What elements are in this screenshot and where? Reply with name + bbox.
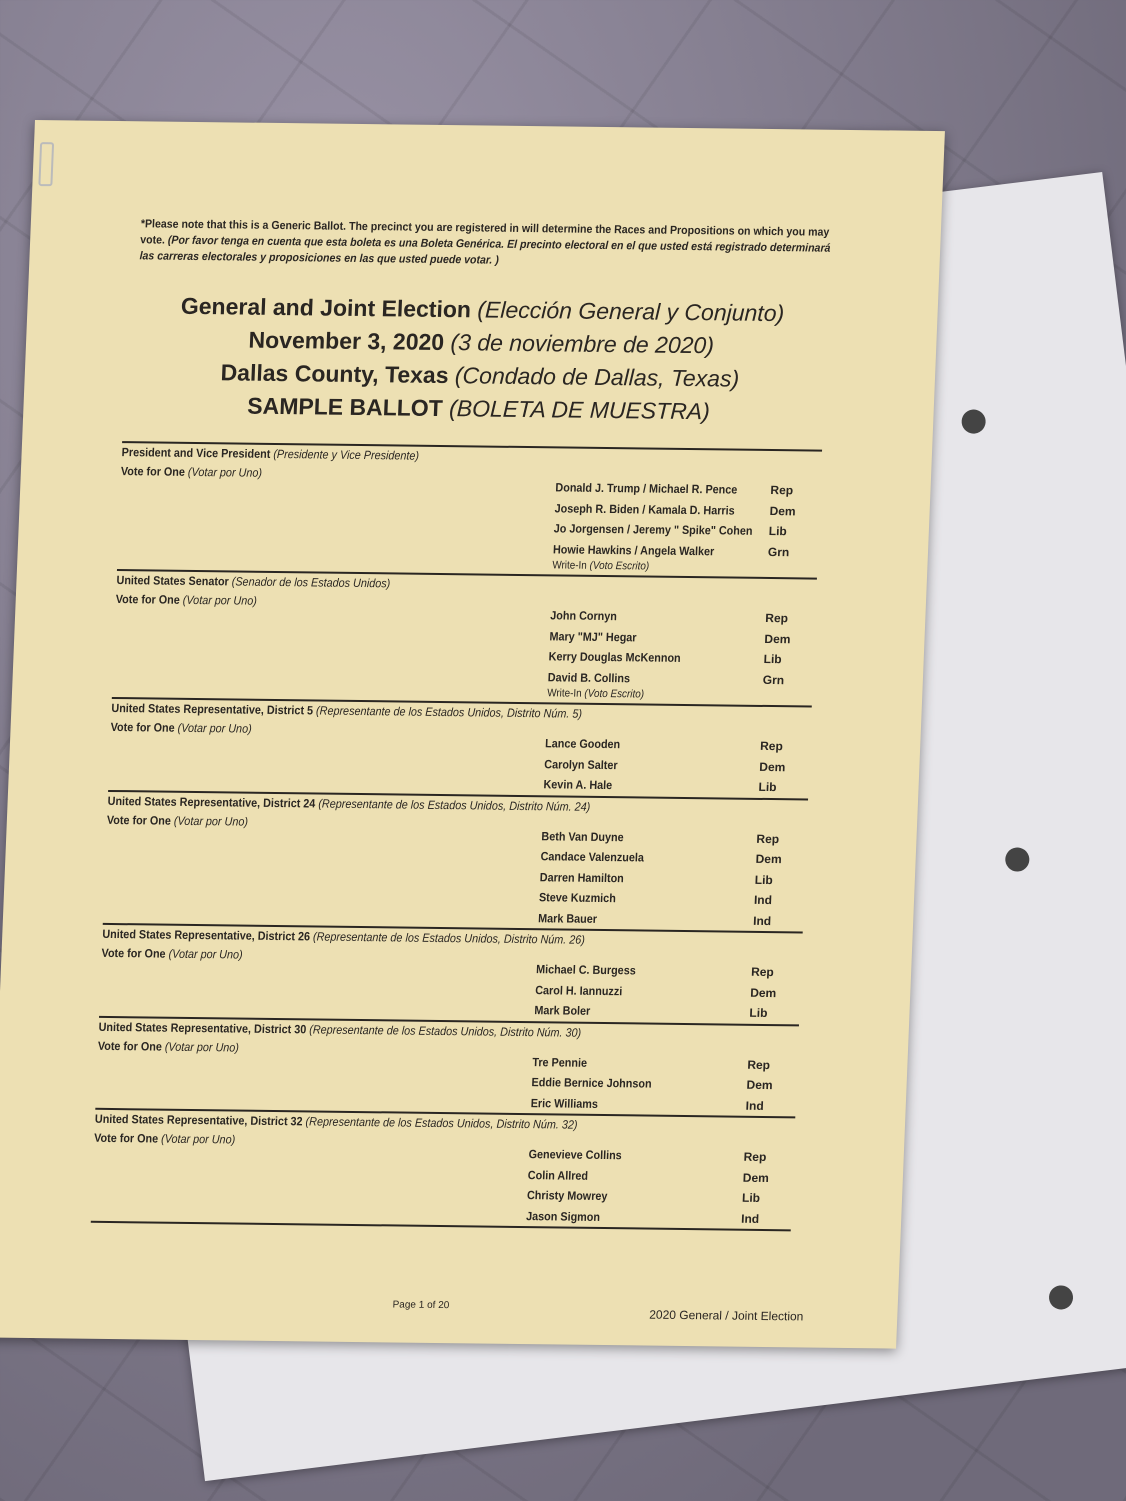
notice-en: *Please note that this is a Generic Ballot. The precinct you are registered in will determine the Races and Propositions on which you may vote. bbox=[139, 218, 830, 247]
race-heading bbox=[98, 1017, 729, 1041]
candidate-name: Kerry Douglas McKennon bbox=[548, 649, 681, 666]
candidate-party: Lib bbox=[768, 524, 788, 539]
ballot-title bbox=[23, 288, 938, 431]
candidate-party: Ind bbox=[740, 1211, 760, 1226]
candidate-list bbox=[538, 826, 807, 932]
vote-label: Vote for One bbox=[110, 719, 175, 735]
candidate-party: Lib bbox=[749, 1006, 768, 1021]
punch-hole bbox=[1004, 846, 1031, 873]
vote-label-es: (Votar por Uno) bbox=[164, 1039, 240, 1055]
candidate-name: Genevieve Collins bbox=[528, 1147, 623, 1163]
candidate-name: Eric Williams bbox=[530, 1095, 599, 1111]
race-title: United States Representative, District 30 bbox=[98, 1019, 307, 1036]
title-line-es: (BOLETA DE MUESTRA) bbox=[448, 395, 711, 425]
vote-label-es: (Votar por Uno) bbox=[182, 592, 258, 608]
candidate-name: Candace Valenzuela bbox=[540, 849, 645, 865]
candidate-name: Christy Mowrey bbox=[526, 1188, 608, 1204]
generic-ballot-notice bbox=[139, 216, 840, 273]
candidate-name: Kevin A. Hale bbox=[543, 777, 613, 793]
candidate-party: Rep bbox=[765, 611, 789, 626]
race-heading bbox=[116, 571, 747, 595]
race-heading bbox=[111, 699, 742, 723]
race-heading bbox=[102, 925, 733, 949]
candidate-list bbox=[547, 605, 816, 705]
title-line: Dallas County, Texas bbox=[220, 359, 450, 389]
title-line-es: (Condado de Dallas, Texas) bbox=[454, 362, 740, 392]
vote-label-es: (Votar por Uno) bbox=[173, 813, 249, 829]
candidate-party: Dem bbox=[769, 503, 796, 519]
candidate-list bbox=[552, 477, 821, 577]
race-title: United States Representative, District 32 bbox=[94, 1111, 303, 1129]
race-title-es: (Presidente y Vice Presidente) bbox=[273, 446, 420, 463]
race-section bbox=[95, 1015, 799, 1116]
candidate-row bbox=[526, 1206, 792, 1230]
candidate-party: Dem bbox=[755, 852, 782, 867]
candidate-party: Rep bbox=[750, 965, 775, 980]
candidate-party: Rep bbox=[747, 1057, 771, 1072]
title-line-es: (3 de noviembre de 2020) bbox=[450, 329, 715, 359]
candidate-list bbox=[534, 959, 801, 1024]
race-section bbox=[99, 923, 803, 1024]
candidate-party: Lib bbox=[754, 872, 774, 887]
candidate-party: Ind bbox=[745, 1098, 765, 1113]
candidate-name: Joseph R. Biden / Kamala D. Harris bbox=[554, 501, 735, 518]
candidate-party: Rep bbox=[759, 739, 784, 754]
race-section bbox=[112, 569, 817, 705]
candidate-list bbox=[526, 1144, 794, 1229]
write-in-label: Write-In bbox=[546, 687, 582, 700]
candidate-name: Beth Van Duyne bbox=[541, 828, 624, 844]
race-title-es: (Senador de los Estados Unidos) bbox=[231, 574, 391, 591]
vote-label: Vote for One bbox=[120, 464, 186, 479]
race-heading bbox=[121, 443, 752, 467]
race-section bbox=[91, 1108, 795, 1230]
title-line: SAMPLE BALLOT bbox=[246, 392, 444, 421]
page-number: Page 1 of 20 bbox=[392, 1299, 450, 1312]
race-title-es: (Representante de los Estados Unidos, Distrito Núm. 30) bbox=[309, 1021, 582, 1040]
punch-hole bbox=[960, 408, 987, 435]
vote-label-es: (Votar por Uno) bbox=[160, 1131, 236, 1147]
race-title: United States Representative, District 5 bbox=[111, 700, 314, 718]
race-section bbox=[103, 789, 808, 931]
write-in-label-es: (Voto Escrito) bbox=[584, 687, 645, 701]
title-line: General and Joint Election bbox=[180, 292, 472, 323]
candidate-name: Carol H. Iannuzzi bbox=[535, 982, 623, 998]
vote-label-es: (Votar por Uno) bbox=[168, 946, 243, 962]
race-title-es: (Representante de los Estados Unidos, Distrito Núm. 5) bbox=[315, 703, 583, 721]
race-heading bbox=[95, 1110, 726, 1134]
vote-label: Vote for One bbox=[97, 1038, 163, 1054]
candidate-name: John Cornyn bbox=[550, 608, 618, 624]
race-title: United States Representative, District 24 bbox=[107, 793, 316, 810]
candidate-party: Dem bbox=[742, 1170, 770, 1185]
candidate-list bbox=[543, 733, 810, 798]
candidate-party: Dem bbox=[764, 631, 791, 647]
candidate-list bbox=[530, 1052, 797, 1117]
race-title: President and Vice President bbox=[121, 445, 271, 461]
candidate-party: Dem bbox=[749, 985, 777, 1000]
race-heading bbox=[107, 791, 738, 815]
race-section bbox=[108, 697, 812, 798]
title-line: November 3, 2020 bbox=[248, 326, 445, 356]
vote-label-es: (Votar por Uno) bbox=[187, 464, 263, 480]
candidate-name: Howie Hawkins / Angela Walker bbox=[552, 542, 715, 559]
candidate-name: Mary "MJ" Hegar bbox=[549, 629, 637, 645]
candidate-party: Grn bbox=[762, 672, 785, 687]
candidate-name: Jason Sigmon bbox=[525, 1208, 601, 1224]
candidate-name: Tre Pennie bbox=[532, 1054, 588, 1070]
vote-label: Vote for One bbox=[106, 812, 172, 828]
punch-hole bbox=[1048, 1284, 1075, 1311]
candidate-name: Lance Gooden bbox=[544, 736, 621, 752]
candidate-name: Eddie Bernice Johnson bbox=[531, 1075, 652, 1091]
candidate-party: Rep bbox=[743, 1149, 767, 1165]
candidate-party: Lib bbox=[741, 1190, 761, 1206]
write-in-label: Write-In bbox=[552, 559, 588, 572]
race-title: United States Representative, District 26 bbox=[102, 926, 311, 944]
candidate-name: Donald J. Trump / Michael R. Pence bbox=[555, 480, 738, 497]
candidate-name: Mark Boler bbox=[534, 1003, 591, 1019]
sample-ballot-page bbox=[0, 120, 945, 1349]
race-title-es: (Representante de los Estados Unidos, Distrito Núm. 24) bbox=[318, 796, 591, 814]
vote-label-es: (Votar por Uno) bbox=[177, 720, 252, 736]
notice-es: (Por favor tenga en cuenta que esta boleta es una Boleta Genérica. El precinto electoral en el que usted está registrado determinará las carreras electorales y proposiciones en las que usted puede votar. ) bbox=[139, 234, 831, 267]
vote-label: Vote for One bbox=[101, 945, 166, 961]
candidate-name: Michael C. Burgess bbox=[535, 962, 637, 978]
vote-label: Vote for One bbox=[115, 592, 181, 607]
candidate-party: Rep bbox=[770, 483, 794, 498]
candidate-party: Ind bbox=[752, 913, 772, 928]
candidate-party: Dem bbox=[759, 759, 786, 774]
candidate-party: Grn bbox=[767, 544, 790, 559]
candidate-name: Mark Bauer bbox=[537, 910, 598, 926]
candidate-party: Dem bbox=[746, 1078, 773, 1093]
candidate-name: Colin Allred bbox=[527, 1167, 589, 1183]
candidate-name: Jo Jorgensen / Jeremy " Spike" Cohen bbox=[553, 521, 753, 539]
candidate-party: Rep bbox=[756, 831, 780, 846]
footer-election: 2020 General / Joint Election bbox=[649, 1307, 804, 1324]
title-line-es: (Elección General y Conjunto) bbox=[476, 296, 785, 327]
race-section bbox=[117, 441, 822, 577]
race-title: United States Senator bbox=[116, 573, 230, 589]
candidate-name: Carolyn Salter bbox=[544, 757, 618, 772]
race-title-es: (Representante de los Estados Unidos, Distrito Núm. 32) bbox=[305, 1114, 578, 1132]
candidate-party: Lib bbox=[763, 652, 782, 667]
candidate-party: Ind bbox=[753, 893, 773, 908]
race-title-es: (Representante de los Estados Unidos, Distrito Núm. 26) bbox=[312, 929, 586, 947]
vote-label: Vote for One bbox=[93, 1130, 159, 1146]
candidate-name: Darren Hamilton bbox=[539, 869, 625, 885]
races-list bbox=[91, 441, 822, 1231]
candidate-name: David B. Collins bbox=[547, 670, 631, 686]
candidate-name: Steve Kuzmich bbox=[538, 890, 617, 906]
staple bbox=[38, 142, 54, 186]
candidate-party: Lib bbox=[758, 780, 777, 795]
write-in-label-es: (Voto Escrito) bbox=[589, 559, 650, 573]
